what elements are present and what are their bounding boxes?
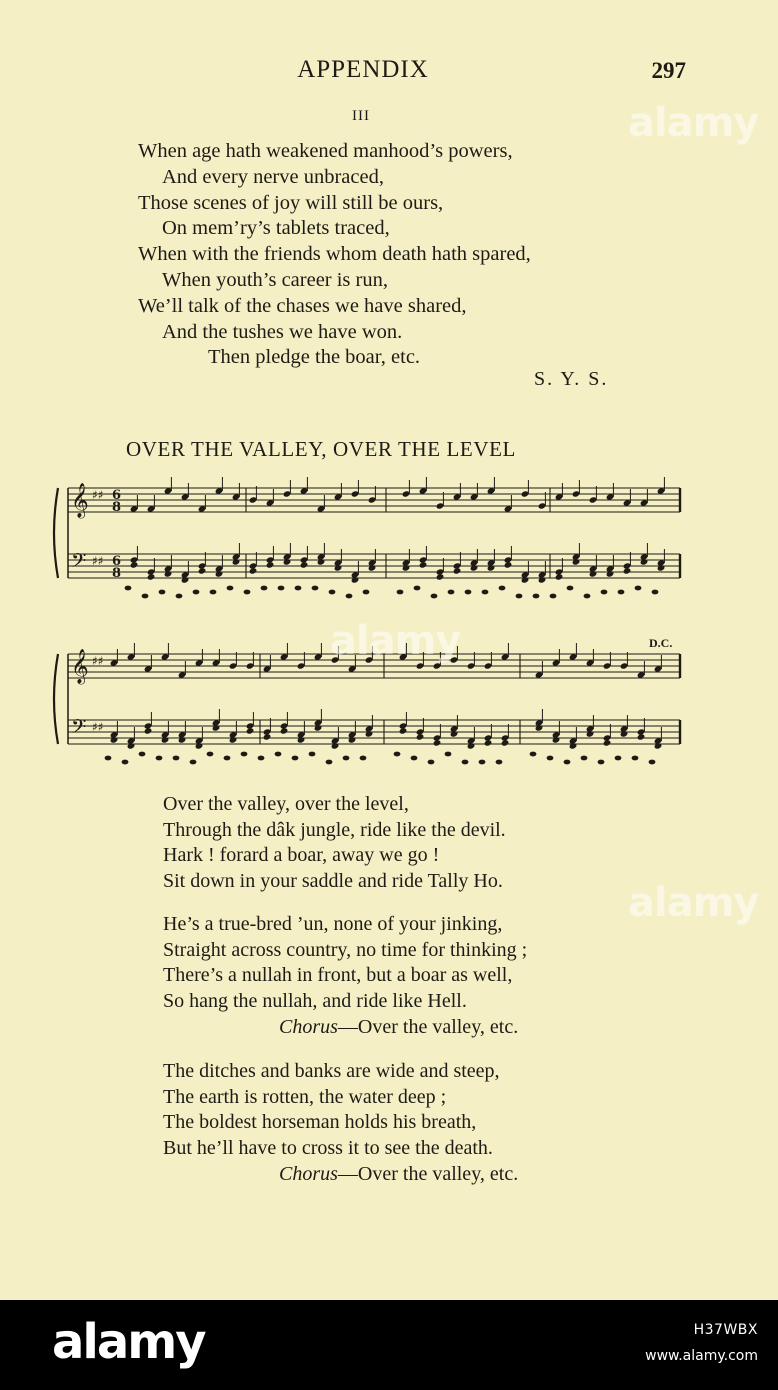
note-head bbox=[326, 760, 333, 765]
note-head bbox=[535, 724, 544, 731]
note-head bbox=[504, 561, 513, 568]
note-head bbox=[640, 558, 649, 565]
note-head bbox=[363, 590, 370, 595]
note-head bbox=[632, 756, 639, 761]
note-head bbox=[431, 594, 438, 599]
stanza-line: Over the valley, over the level, bbox=[163, 793, 409, 815]
note-head bbox=[450, 730, 459, 737]
system-brace bbox=[54, 654, 58, 744]
note-head bbox=[227, 586, 234, 591]
note-head bbox=[564, 760, 571, 765]
note-head bbox=[499, 586, 506, 591]
time-signature-bottom: 8 bbox=[112, 500, 122, 515]
chorus-text: —Over the valley, etc. bbox=[337, 1162, 519, 1185]
note-head bbox=[448, 590, 455, 595]
note-head bbox=[654, 742, 663, 749]
note-head bbox=[618, 590, 625, 595]
note-head bbox=[584, 594, 591, 599]
stanza-line: Sit down in your saddle and ride Tally Ho. bbox=[163, 870, 503, 893]
note-head bbox=[263, 733, 272, 740]
note-head bbox=[428, 760, 435, 765]
note-head bbox=[244, 590, 251, 595]
note-head bbox=[445, 752, 452, 757]
note-head bbox=[297, 736, 306, 743]
note-head bbox=[346, 594, 353, 599]
note-head bbox=[521, 576, 530, 583]
image-id: H37WBX bbox=[693, 1322, 758, 1338]
alamy-logo: alamy bbox=[52, 1314, 205, 1370]
note-head bbox=[215, 570, 224, 577]
section-numeral: III bbox=[352, 108, 370, 124]
note-head bbox=[280, 727, 289, 734]
music-system-1 bbox=[48, 472, 688, 622]
note-head bbox=[623, 567, 632, 574]
note-head bbox=[487, 564, 496, 571]
note-head bbox=[419, 561, 428, 568]
note-head bbox=[210, 590, 217, 595]
note-head bbox=[555, 573, 564, 580]
note-head bbox=[581, 756, 588, 761]
note-head bbox=[368, 564, 377, 571]
note-head bbox=[343, 756, 350, 761]
note-head bbox=[637, 733, 646, 740]
note-head bbox=[246, 727, 255, 734]
note-head bbox=[317, 558, 326, 565]
note-head bbox=[414, 586, 421, 591]
note-head bbox=[261, 586, 268, 591]
note-head bbox=[278, 586, 285, 591]
chorus-label: Chorus bbox=[279, 1162, 338, 1185]
footer-banner bbox=[0, 1300, 778, 1390]
treble-clef-icon: 𝄞 bbox=[71, 483, 89, 518]
note-head bbox=[122, 760, 129, 765]
chorus-text: —Over the valley, etc. bbox=[337, 1015, 519, 1038]
note-head bbox=[538, 576, 547, 583]
note-head bbox=[142, 594, 149, 599]
note-head bbox=[331, 742, 340, 749]
note-head bbox=[161, 736, 170, 743]
chorus-label: Chorus bbox=[279, 1015, 338, 1038]
note-head bbox=[193, 590, 200, 595]
note-head bbox=[212, 724, 221, 731]
note-head bbox=[144, 727, 153, 734]
stanza-line: There’s a nullah in front, but a boar as well, bbox=[163, 964, 513, 987]
note-head bbox=[312, 586, 319, 591]
stanza-line: Straight across country, no time for thinking ; bbox=[163, 938, 528, 961]
treble-clef-icon: 𝄞 bbox=[71, 649, 89, 684]
note-head bbox=[402, 564, 411, 571]
note-head bbox=[620, 730, 629, 737]
note-head bbox=[360, 756, 367, 761]
note-head bbox=[224, 756, 231, 761]
verse-line: And the tushes we have won. bbox=[162, 320, 403, 343]
note-head bbox=[601, 590, 608, 595]
note-head bbox=[484, 739, 493, 746]
note-head bbox=[292, 756, 299, 761]
note-head bbox=[436, 573, 445, 580]
verse-line: Then pledge the boar, etc. bbox=[208, 346, 421, 369]
note-head bbox=[635, 586, 642, 591]
stanza-line: The boldest horseman holds his breath, bbox=[163, 1111, 477, 1134]
stanza-line: The ditches and banks are wide and steep, bbox=[163, 1060, 500, 1082]
note-head bbox=[569, 742, 578, 749]
stanza-line: But he’ll have to cross it to see the death. bbox=[163, 1137, 493, 1160]
note-head bbox=[241, 752, 248, 757]
note-head bbox=[351, 576, 360, 583]
watermark: alamy bbox=[330, 618, 461, 664]
time-signature-bottom: 8 bbox=[112, 566, 122, 581]
note-head bbox=[178, 736, 187, 743]
verse-line: When with the friends whom death hath spared, bbox=[138, 243, 531, 266]
note-head bbox=[533, 594, 540, 599]
page-number: 297 bbox=[651, 58, 686, 83]
time-signature-top: 6 bbox=[112, 554, 122, 569]
note-head bbox=[606, 570, 615, 577]
song-title: OVER THE VALLEY, OVER THE LEVEL bbox=[126, 437, 516, 461]
key-signature-sharps-icon: ♯♯ bbox=[92, 654, 104, 668]
site-url: www.alamy.com bbox=[645, 1348, 758, 1364]
author-signature: S. Y. S. bbox=[534, 368, 609, 390]
note-head bbox=[397, 590, 404, 595]
note-head bbox=[399, 727, 408, 734]
note-head bbox=[496, 760, 503, 765]
note-head bbox=[300, 561, 309, 568]
note-head bbox=[657, 564, 666, 571]
note-head bbox=[173, 756, 180, 761]
note-head bbox=[552, 736, 561, 743]
note-head bbox=[147, 573, 156, 580]
note-head bbox=[127, 742, 136, 749]
watermark: alamy bbox=[628, 100, 759, 146]
note-head bbox=[411, 756, 418, 761]
system-brace bbox=[54, 488, 58, 578]
note-head bbox=[198, 567, 207, 574]
stanza-2 bbox=[163, 912, 527, 1040]
note-head bbox=[110, 736, 119, 743]
bass-clef-icon: 𝄢 bbox=[71, 715, 87, 743]
sheet-music-system bbox=[48, 472, 688, 622]
stanza-line: The earth is rotten, the water deep ; bbox=[163, 1085, 447, 1108]
stanza-line: Through the dâk jungle, ride like the devil. bbox=[163, 818, 506, 841]
note-head bbox=[266, 561, 275, 568]
note-head bbox=[482, 590, 489, 595]
note-head bbox=[589, 570, 598, 577]
note-head bbox=[603, 739, 612, 746]
bass-clef-icon: 𝄢 bbox=[71, 549, 87, 577]
stanza-line: So hang the nullah, and ride like Hell. bbox=[163, 990, 467, 1013]
verse-line: On mem’ry’s tablets traced, bbox=[162, 217, 390, 240]
note-head bbox=[586, 730, 595, 737]
verse-iii bbox=[138, 139, 531, 371]
note-head bbox=[130, 561, 139, 568]
note-head bbox=[314, 724, 323, 731]
verse-line: When youth’s career is run, bbox=[162, 268, 388, 291]
note-head bbox=[467, 742, 476, 749]
note-head bbox=[365, 730, 374, 737]
stanza-line: He’s a true-bred ’un, none of your jinking, bbox=[163, 913, 503, 935]
note-head bbox=[275, 752, 282, 757]
note-head bbox=[470, 564, 479, 571]
note-head bbox=[164, 570, 173, 577]
note-head bbox=[334, 564, 343, 571]
verse-line: We’ll talk of the chases we have shared, bbox=[138, 294, 467, 317]
note-head bbox=[652, 590, 659, 595]
key-signature-sharps-icon: ♯♯ bbox=[92, 720, 104, 734]
note-head bbox=[283, 558, 292, 565]
note-head bbox=[501, 739, 510, 746]
note-head bbox=[159, 590, 166, 595]
note-head bbox=[516, 594, 523, 599]
note-head bbox=[105, 756, 112, 761]
note-head bbox=[416, 733, 425, 740]
chorus-line bbox=[163, 1162, 518, 1188]
note-head bbox=[567, 586, 574, 591]
note-head bbox=[465, 590, 472, 595]
note-head bbox=[181, 576, 190, 583]
verse-line: Those scenes of joy will still be ours, bbox=[138, 191, 444, 214]
note-head bbox=[547, 756, 554, 761]
note-head bbox=[572, 558, 581, 565]
time-signature-top: 6 bbox=[112, 488, 122, 503]
note-head bbox=[195, 742, 204, 749]
note-head bbox=[295, 586, 302, 591]
note-head bbox=[190, 760, 197, 765]
key-signature-sharps-icon: ♯♯ bbox=[92, 488, 104, 502]
stanza-line: Hark ! forard a boar, away we go ! bbox=[163, 844, 440, 867]
verse-line: And every nerve unbraced, bbox=[162, 165, 384, 188]
chorus-line bbox=[163, 1015, 527, 1041]
running-title: APPENDIX bbox=[297, 56, 429, 83]
note-head bbox=[530, 752, 537, 757]
note-head bbox=[649, 760, 656, 765]
key-signature-sharps-icon: ♯♯ bbox=[92, 554, 104, 568]
note-head bbox=[125, 586, 132, 591]
note-head bbox=[229, 736, 238, 743]
note-head bbox=[394, 752, 401, 757]
note-head bbox=[232, 558, 241, 565]
note-head bbox=[615, 756, 622, 761]
note-head bbox=[309, 752, 316, 757]
note-head bbox=[176, 594, 183, 599]
note-head bbox=[258, 756, 265, 761]
note-head bbox=[550, 594, 557, 599]
note-head bbox=[207, 752, 214, 757]
note-head bbox=[156, 756, 163, 761]
verse-line: When age hath weakened manhood’s powers, bbox=[138, 140, 513, 162]
note-head bbox=[139, 752, 146, 757]
note-head bbox=[348, 736, 357, 743]
note-head bbox=[453, 567, 462, 574]
stanza-1 bbox=[163, 792, 506, 895]
stanza-3 bbox=[163, 1059, 518, 1187]
note-head bbox=[249, 567, 258, 574]
note-head bbox=[479, 760, 486, 765]
watermark: alamy bbox=[628, 880, 759, 926]
note-head bbox=[462, 760, 469, 765]
note-head bbox=[329, 590, 336, 595]
note-head bbox=[598, 760, 605, 765]
note-head bbox=[433, 739, 442, 746]
dc-marker: D.C. bbox=[649, 636, 673, 650]
